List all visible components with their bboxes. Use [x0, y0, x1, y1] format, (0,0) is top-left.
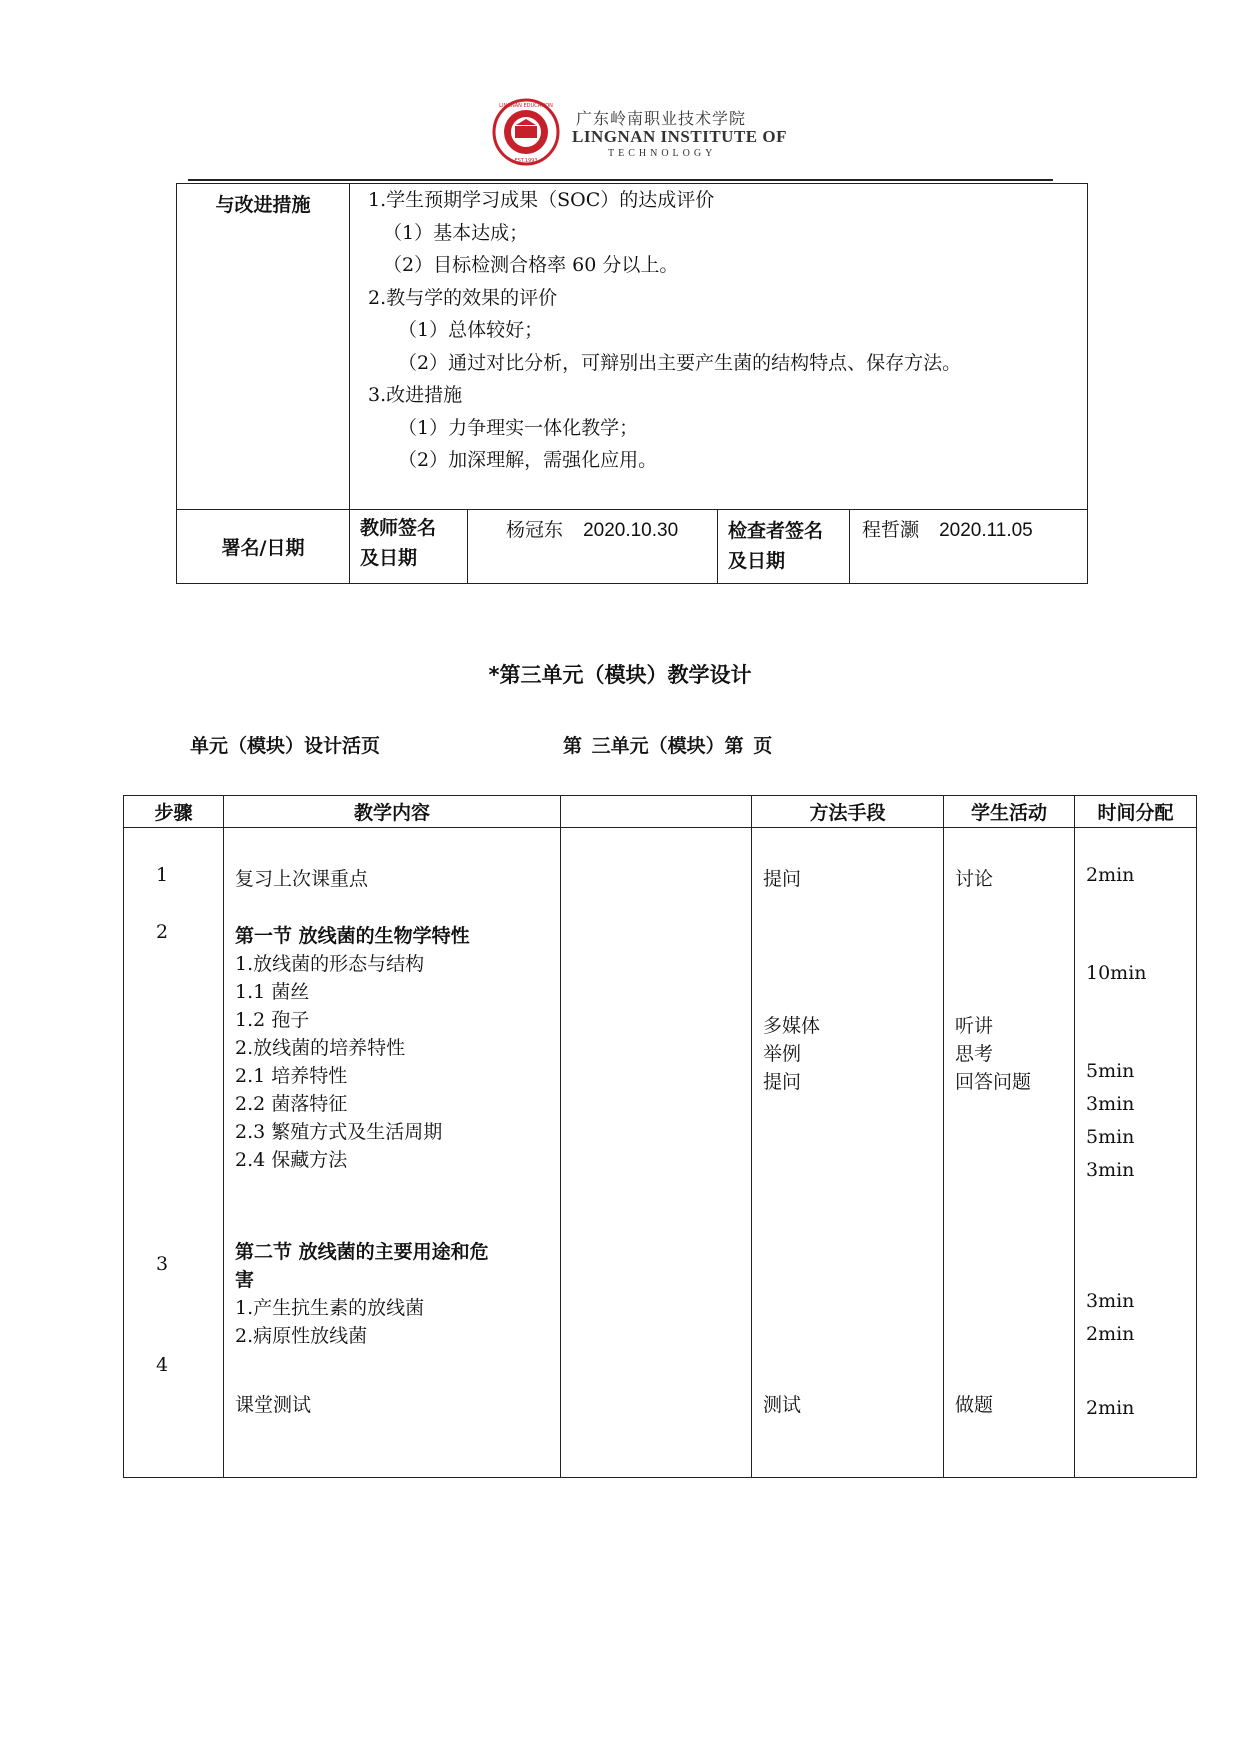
content-column	[224, 828, 561, 1478]
teacher-date: 2020.10.30	[583, 520, 679, 541]
content-review: 复习上次课重点	[235, 868, 369, 890]
content-item: 2.1 培养特性	[235, 1065, 348, 1087]
teacher-signature-label	[350, 510, 468, 584]
eval-line: 3.改进措施	[368, 384, 463, 406]
evaluation-row-label: 与改进措施	[177, 184, 350, 510]
method-item: 举例	[763, 1043, 802, 1065]
blank-column	[561, 828, 752, 1478]
subheader-left: 单元（模块）设计活页	[190, 735, 381, 757]
content-item: 2.4 保藏方法	[235, 1149, 348, 1171]
time-column	[1075, 828, 1197, 1478]
content-item: 2.病原性放线菌	[235, 1325, 368, 1347]
content-item: 2.2 菌落特征	[235, 1093, 348, 1115]
time-item: 2min	[1086, 1323, 1135, 1345]
header-time: 时间分配	[1075, 796, 1197, 828]
time-item: 5min	[1086, 1060, 1135, 1082]
time-item: 3min	[1086, 1290, 1135, 1312]
school-name-en: LINGNAN INSTITUTE OF	[572, 127, 787, 146]
step-number: 3	[156, 1253, 169, 1275]
header-blank	[561, 796, 752, 828]
eval-line: （2）通过对比分析，可辩别出主要产生菌的结构特点、保存方法。	[398, 351, 962, 374]
header-rule	[188, 179, 1053, 181]
teaching-plan-table	[123, 795, 1197, 1478]
checker-signature	[850, 510, 1088, 584]
time-item: 3min	[1086, 1093, 1135, 1115]
checker-date: 2020.11.05	[939, 520, 1033, 541]
activity-column	[944, 828, 1075, 1478]
header-activity: 学生活动	[944, 796, 1075, 828]
section-2-title-cont: 害	[235, 1269, 255, 1291]
time-item: 5min	[1086, 1126, 1135, 1148]
evaluation-table	[176, 183, 1088, 584]
time-item: 2min	[1086, 1397, 1135, 1419]
eval-line: 2.教与学的效果的评价	[368, 286, 558, 309]
checker-name: 程哲灏	[862, 519, 920, 541]
activity-item: 思考	[955, 1043, 994, 1065]
method-item: 提问	[763, 1071, 802, 1093]
method-item: 提问	[763, 868, 802, 890]
subheader-right: 第 三单元（模块）第 页	[563, 735, 773, 757]
step-number: 1	[156, 864, 169, 886]
header-step: 步骤	[124, 796, 224, 828]
activity-item: 讨论	[955, 868, 994, 890]
step-number: 2	[156, 921, 169, 943]
section-1-title: 第一节 放线菌的生物学特性	[235, 925, 470, 947]
eval-line: 1.学生预期学习成果（SOC）的达成评价	[368, 189, 715, 211]
signature-label: 署名/日期	[177, 510, 350, 584]
step-number: 4	[156, 1354, 169, 1376]
eval-line: （1）总体较好；	[398, 319, 544, 341]
school-name-en-2: TECHNOLOGY	[608, 148, 717, 159]
checker-label-line1: 检查者签名	[728, 520, 824, 542]
header-content: 教学内容	[224, 796, 561, 828]
eval-line: （2）目标检测合格率 60 分以上。	[383, 254, 679, 276]
activity-item: 回答问题	[955, 1071, 1032, 1093]
eval-line: （1）力争理实一体化教学；	[398, 416, 639, 439]
section-2-title: 第二节 放线菌的主要用途和危	[235, 1241, 489, 1263]
eval-line: （2）加深理解，需强化应用。	[398, 449, 658, 471]
method-column	[752, 828, 944, 1478]
time-item: 10min	[1086, 962, 1147, 984]
content-item: 1.产生抗生素的放线菌	[235, 1297, 425, 1319]
activity-item: 听讲	[955, 1015, 994, 1037]
school-name-cn: 广东岭南职业技术学院	[576, 109, 747, 128]
teacher-signature	[468, 510, 718, 584]
teacher-name: 杨冠东	[506, 519, 564, 541]
evaluation-content	[350, 184, 1088, 510]
seal-text-bottom: EST.1993	[514, 158, 538, 164]
content-item: 1.1 菌丝	[235, 981, 310, 1003]
content-item: 1.2 孢子	[235, 1009, 310, 1031]
method-item: 测试	[763, 1394, 802, 1416]
content-quiz: 课堂测试	[235, 1394, 312, 1416]
time-item: 3min	[1086, 1159, 1135, 1181]
method-item: 多媒体	[763, 1015, 821, 1037]
content-item: 1.放线菌的形态与结构	[235, 953, 425, 975]
checker-label-line2: 及日期	[728, 550, 786, 572]
school-seal-logo	[492, 98, 560, 166]
teacher-label-line1: 教师签名	[360, 517, 437, 539]
checker-signature-label	[718, 510, 850, 584]
header-method: 方法手段	[752, 796, 944, 828]
content-item: 2.放线菌的培养特性	[235, 1037, 406, 1059]
content-item: 2.3 繁殖方式及生活周期	[235, 1121, 443, 1143]
seal-text-top: LINGNAN EDUCATION	[499, 103, 553, 109]
unit-title: *第三单元（模块）教学设计	[488, 663, 752, 687]
activity-item: 做题	[955, 1394, 994, 1416]
teacher-label-line2: 及日期	[360, 547, 418, 569]
step-column	[124, 828, 224, 1478]
time-item: 2min	[1086, 864, 1135, 886]
eval-line: （1）基本达成；	[383, 221, 529, 244]
